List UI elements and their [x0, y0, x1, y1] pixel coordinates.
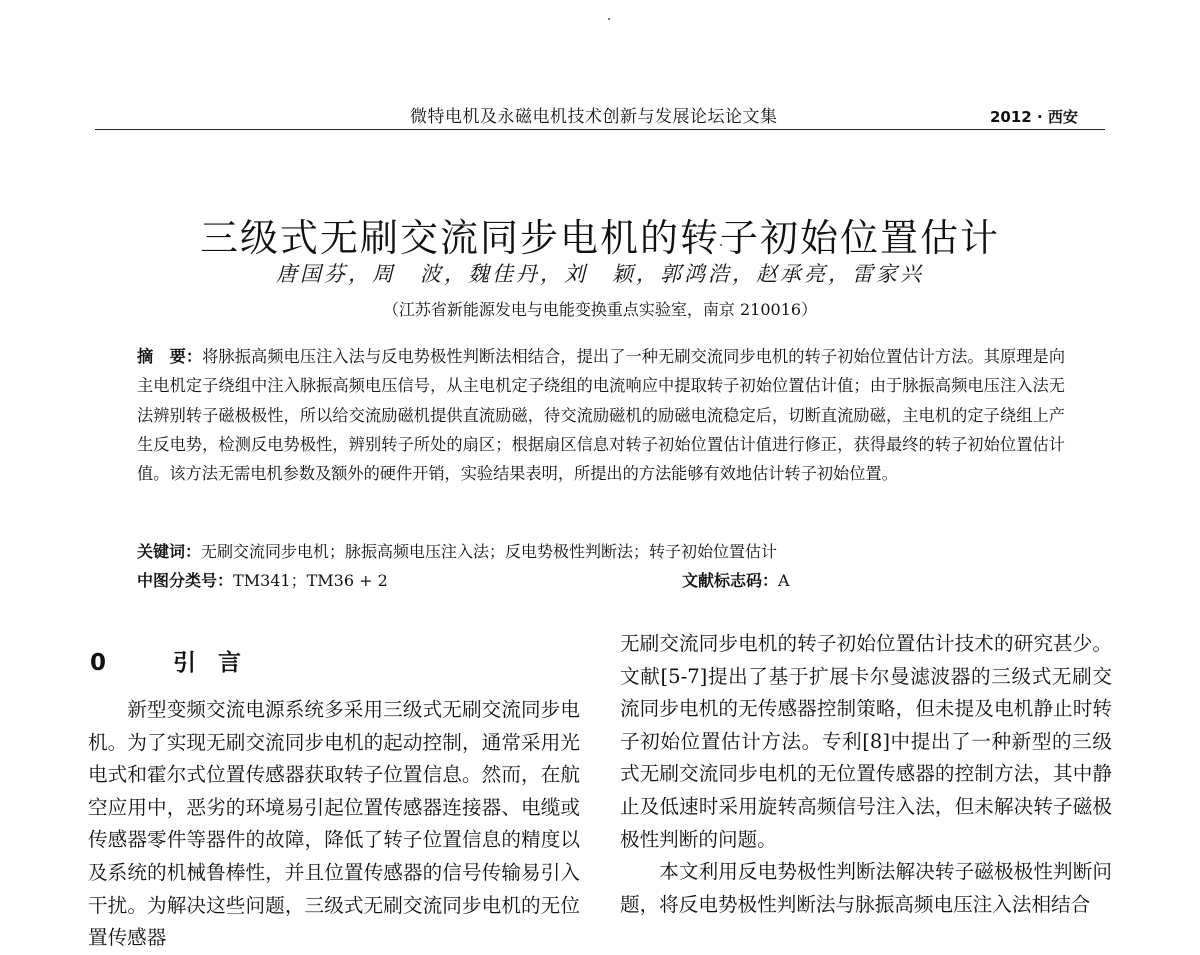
- doc-code-label: 文献标志码：: [682, 571, 779, 590]
- authors: 唐国芬，周 波，魏佳丹，刘 颖，郭鸿浩，赵承亮，雷家兴: [276, 262, 924, 286]
- paper-title: 三级式无刷交流同步电机的转子初始位置估计: [199, 216, 1000, 261]
- keywords: [137, 539, 1065, 562]
- classification-text: TM341；TM36 + 2: [233, 571, 388, 590]
- header-rule: [95, 129, 1105, 130]
- affiliation: （江苏省新能源发电与电能变换重点实验室，南京 210016）: [382, 300, 818, 319]
- abstract-label: 摘 要：: [137, 347, 203, 366]
- doc-code-text: A: [778, 571, 790, 590]
- scan-speck: [608, 18, 610, 20]
- abstract: [137, 342, 1065, 488]
- classification-number: [137, 568, 388, 591]
- keywords-label: 关键词：: [137, 542, 202, 561]
- document-code: [682, 568, 790, 591]
- body-column-left: [88, 694, 580, 955]
- journal-header: 微特电机及永磁电机技术创新与发展论坛论文集: [410, 107, 778, 127]
- keywords-text: 无刷交流同步电机；脉振高频电压注入法；反电势极性判断法；转子初始位置估计: [201, 542, 778, 561]
- body-paragraph: 无刷交流同步电机的转子初始位置估计技术的研究甚少。文献[5-7]提出了基于扩展卡尔曼滤波器的三级式无刷交流同步电机的无传感器控制策略，但未提及电机静止时转子初始位置估计方法。专利[8]中提出了一种新型的三级式无刷交流同步电机的无位置传感器的控制方法，其中静止及低速时采用旋转高频信号注入法，但未解决转子磁极极性判断的问题。: [620, 632, 1112, 851]
- body-paragraph: 新型变频交流电源系统多采用三级式无刷交流同步电机。为了实现无刷交流同步电机的起动控制，通常采用光电式和霍尔式位置传感器获取转子位置信息。然而，在航空应用中，恶劣的环境易引起位置传感器连接器、电缆或传感器零件等器件的故障，降低了转子位置信息的精度以及系统的机械鲁棒性，并且位置传感器的信号传输易引入干扰。为解决这些问题，三级式无刷交流同步电机的无位置传感器: [88, 698, 580, 950]
- body-paragraph: 本文利用反电势极性判断法解决转子磁极极性判断问题，将反电势极性判断法与脉振高频电压注入法相结合: [620, 860, 1112, 916]
- year-location: 2012 · 西安: [990, 108, 1078, 126]
- section-heading-introduction: 0 引言: [90, 650, 264, 676]
- body-column-right: [620, 628, 1112, 921]
- abstract-text: 将脉振高频电压注入法与反电势极性判断法相结合，提出了一种无刷交流同步电机的转子初始位置估计方法。其原理是向主电机定子绕组中注入脉振高频电压信号，从主电机定子绕组的电流响应中提取转子初始位置估计值；由于脉振高频电压注入法无法辨别转子磁极极性，所以给交流励磁机提供直流励磁，待交流励磁机的励磁电流稳定后，切断直流励磁，主电机的定子绕组上产生反电势，检测反电势极性，辨别转子所处的扇区；根据扇区信息对转子初始位置估计值进行修正，获得最终的转子初始位置估计值。该方法无需电机参数及额外的硬件开销，实验结果表明，所提出的方法能够有效地估计转子初始位置。: [137, 347, 1066, 484]
- classification-label: 中图分类号：: [137, 571, 234, 590]
